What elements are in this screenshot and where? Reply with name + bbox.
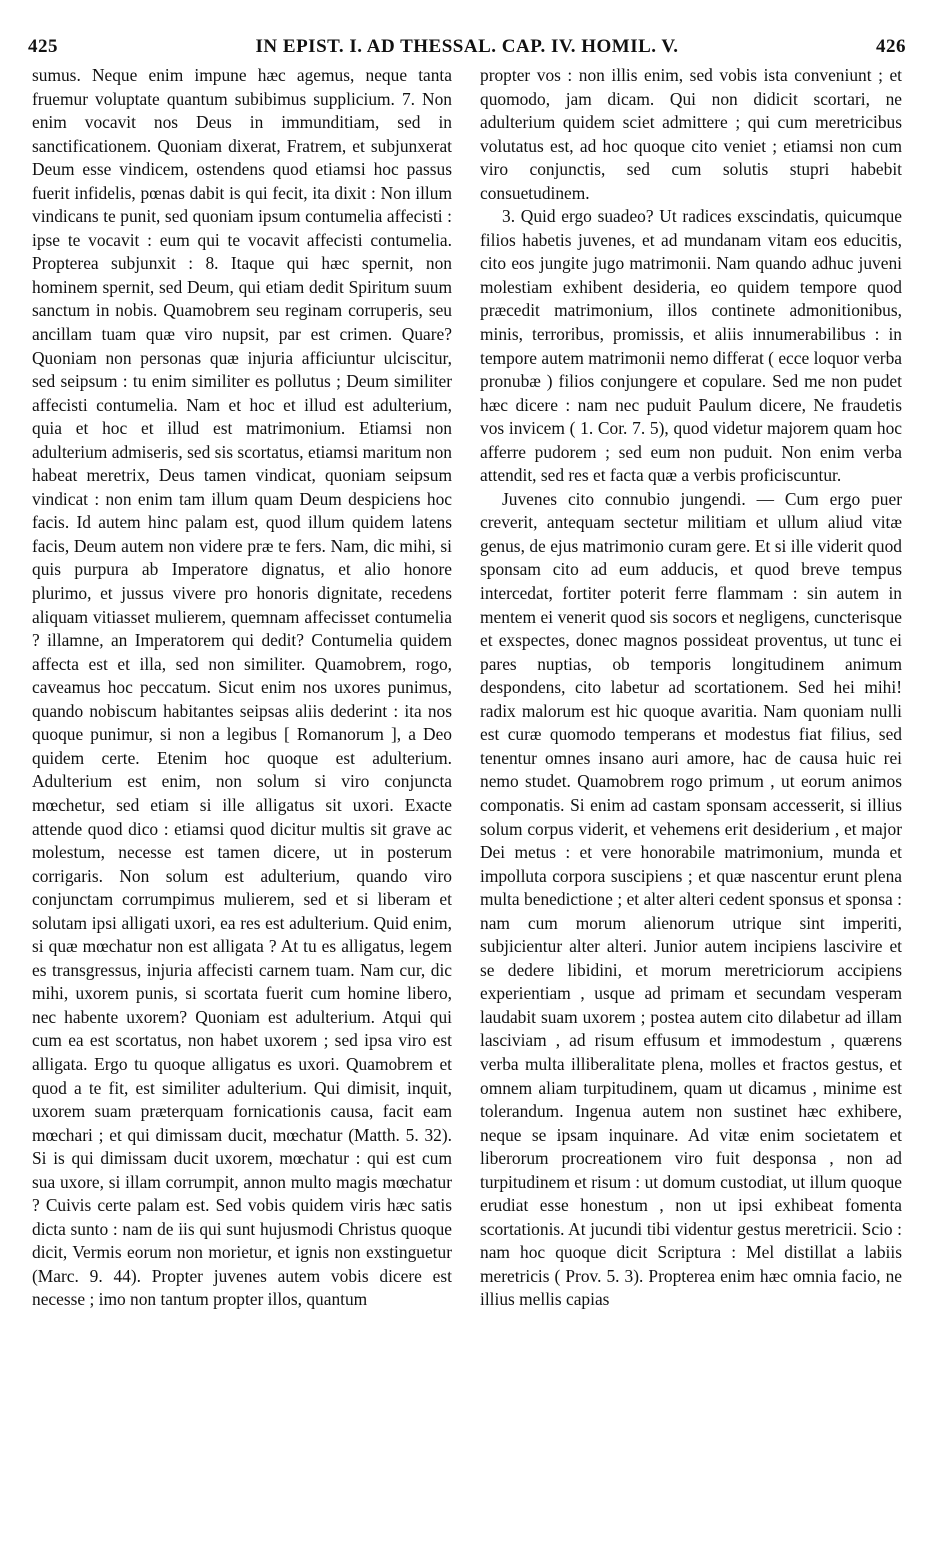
- paragraph: 3. Quid ergo suadeo? Ut radices exscindatis, quicumque filios habetis juvenes, et ad mundanam vitam eos educitis, cito eos jungite jugo matrimonii. Nam quando adhuc juveni molestiam exhibent desideria, eo quidem tempore quod præcedit matrimonium, illos continete admonitionibus, minis, terroribus, promissis, et aliis innumerabilibus : in tempore autem matrimonii nemo differat ( ecce loquor verba pronubæ ) filios conjungere et copulare. Sed me non pudet hæc dicere : nam nec puduit Paulum dicere, Ne fraudetis vos invicem ( 1. Cor. 7. 5), quod videtur majorem quam hoc afferre pudorem ; sed eum non puduit. Non enim verba attendit, sed res et facta quæ a verbis proficiscuntur.: [480, 206, 902, 486]
- paragraph: Juvenes cito connubio jungendi. — Cum ergo puer creverit, antequam sectetur militiam et ullum aliud vitæ genus, de ejus matrimonio curam gere. Et si ille viderit quod sponsam cito ad eum adducis, et quod breve tempus intercedat, fortiter poterit ferre flammam : sin autem in mentem ei venerit quod sis socors et negligens, cuncterisque et exspectes, donec magnos possideat proventus, ut tunc ei pares nuptias, ob temporis longitudinem animum despondens, cito labetur ad scortationem. Sed hei mihi! radix malorum est hic quoque avaritia. Nam quoniam nulli est curæ quomodo temperans et modestus fiat filius, sed tenentur omnes insano auri amore, hac de causa huic rei nemo studet. Quamobrem rogo primum , ut eorum animos componatis. Si enim ad castam sponsam accesserit, si illius solum corpus viderit, et vehemens erit desiderium , et major Dei metus : et vere honorabile matrimonium, munda et impolluta corpora suscipiens ; et quæ nascentur erunt plena multa benedictione ; et alter alteri cedent sponsus et sponsa : nam cum morum alienorum utrique sint imperiti, subjicientur alter alteri. Junior autem incipiens lascivire et se dedere libidini, et morum meretriciorum accipiens experientiam , usque ad primam et secundam vesperam laudabit suam uxorem ; postea autem cito dilabetur ad illam lasciviam , ad risum effusum et immodestum , quærens verba multa illiberalitate plena, molles et fractos gestus, et omnem aliam turpitudinem, quam ut dicamus , minime est tolerandum. Ingenua autem non sustinet hæc exhibere, neque se ipsam inquinare. Ad vitæ enim societatem et liberorum procreationem viro fuit desponsa , non ad turpitudinem et risum : ut domum custodiat, ut illum quoque erudiat esse honestum , non ut ipsi exhibeat fomenta scortationis. At jucundi tibi videntur gestus meretricii. Scio : nam hoc quoque dicit Scriptura : Mel distillat a labiis meretricis ( Prov. 5. 3). Propterea enim hæc omnia facio, ne illius mellis capias: [480, 488, 902, 1310]
- right-column: [480, 64, 902, 1312]
- paragraph: propter vos : non illis enim, sed vobis ista conveniunt ; et quomodo, jam dicam. Qui non didicit scortari, ne adulterium quidem sciet admittere ; qui cum meretricibus volutatus est, ad hoc quoque cito veniet ; etiamsi non cum viro conjunctis, sed cum solutis stupri habebit consuetudinem.: [480, 65, 902, 203]
- running-title: IN EPIST. I. AD THESSAL. CAP. IV. HOMIL. V.: [255, 36, 679, 57]
- paragraph: sumus. Neque enim impune hæc agemus, neque tanta fruemur voluptate quantum subibimus supplicium. 7. Non enim vocavit nos Deus in immunditiam, sed in sanctificationem. Quoniam dixerat, Fratrem, et subjunxerat Deum esse vindicem, ostendens quod etiamsi hoc passus fuerit infidelis, pœnas dabit is qui fecit, ita dixit : Non illum vindicans te punit, sed quoniam ipsum contumelia affecisti : ipse te vocavit : eum qui te vocavit affecisti contumelia. Propterea subjunxit : 8. Itaque qui hæc spernit, non hominem spernit, sed Deum, qui etiam dedit Spiritum suum sanctum in nobis. Quamobrem seu reginam corruperis, seu ancillam tuam quæ viro nupsit, par est crimen. Quare? Quoniam non personas quæ injuria afficiuntur ulciscitur, sed seipsum : tu enim similiter es pollutus ; Deum similiter affecisti contumelia. Nam et hoc et illud est adulterium, quia et hoc et illud est matrimonium. Etiamsi non adulterium admiseris, sed sis scortatus, etiamsi maritum non habeat meretrix, Deus tamen vindicat, quoniam seipsum vindicat : non enim tam illum quam Deum despiciens hoc facis. Id autem hinc palam est, quod illum quidem latens facis, Deum autem non videre præ te fers. Nam, dic mihi, si quis purpura ab Imperatore dignatus, et alio honore plurimo, et jussus vivere pro honoris dignitate, recedens aliquam vitiasset mulierem, quemnam affecisset contumelia ? illamne, an Imperatorem qui dedit? Contumelia quidem affecta est et illa, sed non similiter. Quamobrem, rogo, caveamus hoc peccatum. Sicut enim nos uxores punimus, quando nobiscum habitantes seipsas aliis dederint : ita nos quoque punimur, si non a legibus [ Romanorum ], a Deo quidem certe. Etenim hoc quoque est adulterium. Adulterium est enim, non solum si viro conjuncta mœchetur, sed etiam si ille alligatus sit uxori. Exacte attende quod dico : etiamsi quod dicitur multis sit grave ac molestum, necesse est tamen dicere, ut in posterum corrigaris. Non solum est adulterium, quando viro conjunctam corrumpimus mulierem, sed et si liberam et solutam ipsi alligati uxori, ea res est adulterium. Quid enim, si quæ mœchatur non est alligata ? At tu es alligatus, legem es transgressus, injuria affecisti carnem tuam. Nam cur, dic mihi, uxorem punis, si scortata fuerit cum homine libero, nec habente uxorem? Quoniam est adulterium. Atqui qui cum ea est scortatus, non habet uxorem ; sed ipsa viro est alligata. Ergo tu quoque alligatus es uxori. Quamobrem et quod a te fit, est similiter adulterium. Qui dimisit, inquit, uxorem suam præterquam fornicationis causa, facit eam mœchari ; et qui dimissam ducit, mœchatur (Matth. 5. 32). Si is qui dimissam ducit uxorem, mœchatur : qui est cum sua uxore, si illam corrumpit, annon multo magis mœchatur ? Cuivis certe palam est. Sed vobis quidem viris hæc satis dicta sunto : nam de iis qui sunt hujusmodi Christus quoque dicit, Vermis eorum non morietur, et ignis non exstinguetur (Marc. 9. 44). Propter juvenes autem vobis dicere est necesse ; imo non tantum propter illos, quantum: [32, 65, 452, 1310]
- left-column: [32, 64, 452, 1312]
- page-number-right: 426: [876, 36, 906, 57]
- running-header: [28, 36, 906, 60]
- page-number-left: 425: [28, 36, 58, 57]
